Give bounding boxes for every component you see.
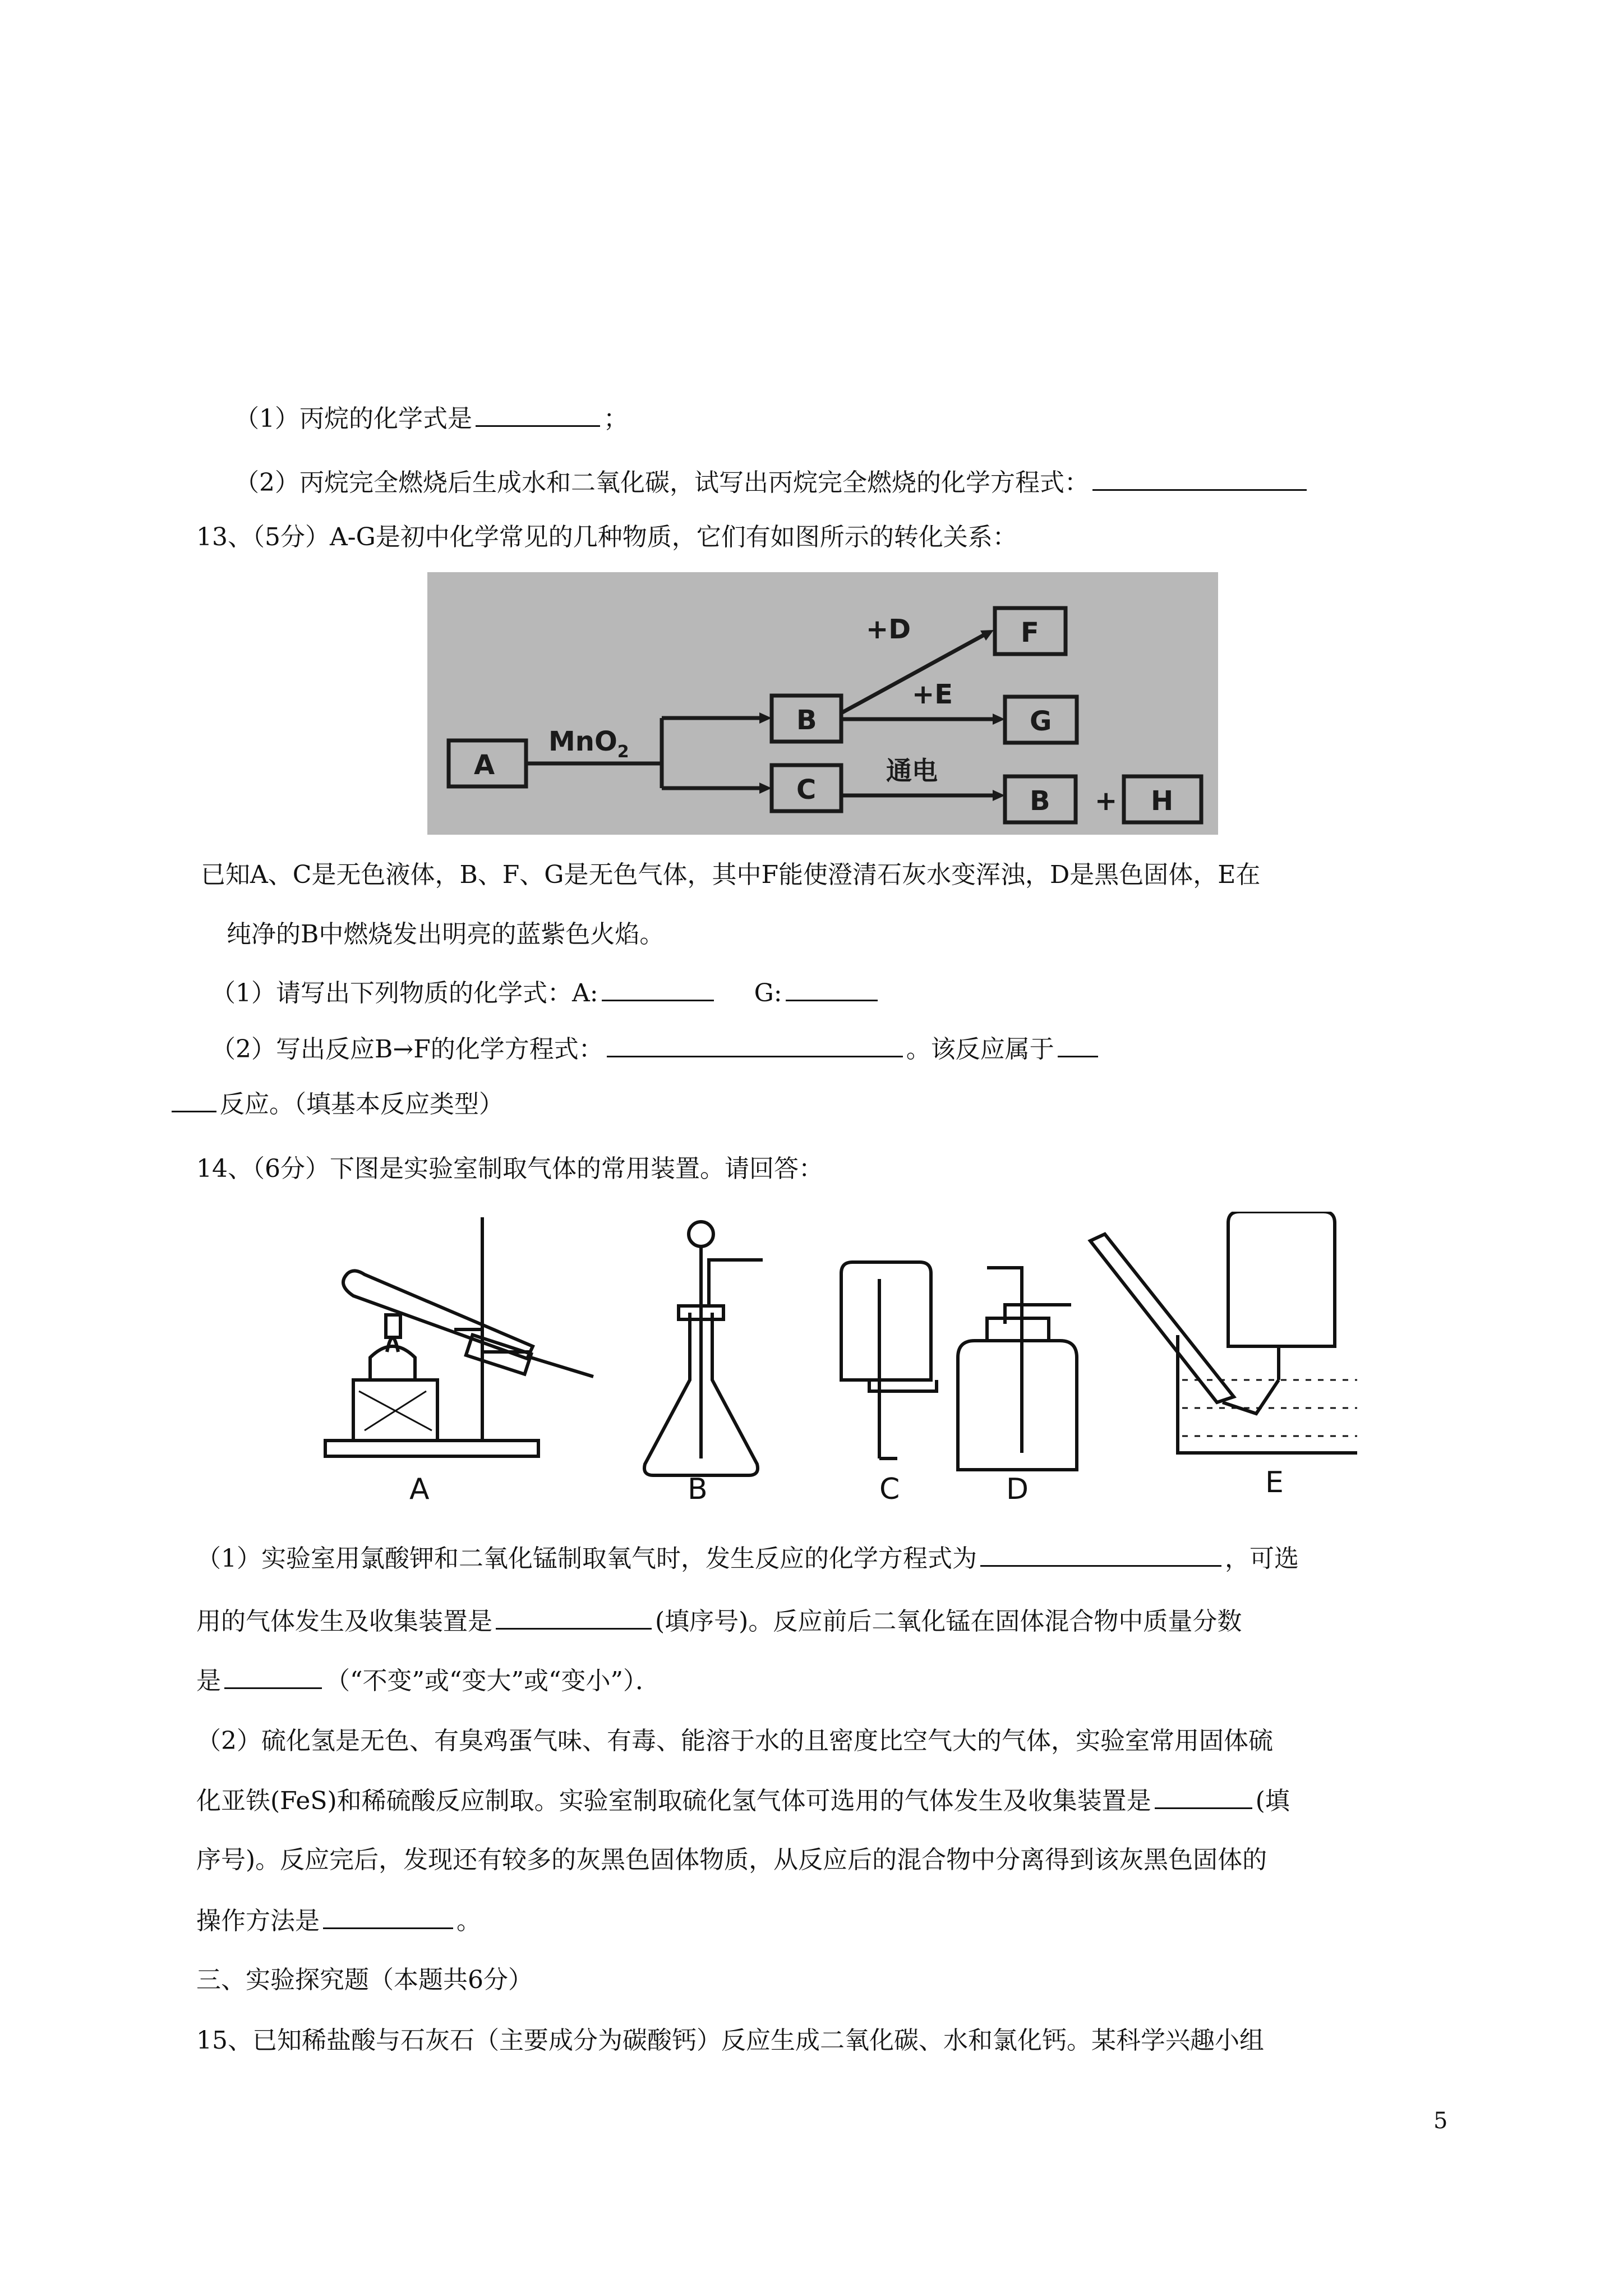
apparatus-e — [1090, 1212, 1357, 1453]
q14-part2-line4: 操作方法是 。 — [196, 1904, 481, 1938]
answer-blank-apparatus-h2s[interactable] — [1155, 1784, 1252, 1809]
apparatus-svg — [314, 1212, 1357, 1503]
answer-blank-a[interactable] — [602, 976, 714, 1001]
answer-blank-fraction[interactable] — [224, 1664, 322, 1689]
label-f: F — [1021, 617, 1039, 648]
conversion-diagram-svg — [427, 572, 1218, 835]
answer-blank-equation[interactable] — [607, 1032, 903, 1057]
label-h: H — [1151, 785, 1174, 817]
apparatus-figure — [314, 1212, 1357, 1503]
answer-blank[interactable] — [1092, 466, 1307, 491]
q13-known-1: 已知A、C是无色液体，B、F、G是无色气体，其中F能使澄清石灰水变浑浊，D是黑色固体，E在 — [201, 861, 1261, 889]
apparatus-b — [644, 1222, 763, 1475]
q13-part1: （1）请写出下列物质的化学式：A: G: — [211, 976, 881, 1010]
apparatus-c — [841, 1262, 937, 1458]
label-apparatus-c: C — [879, 1473, 900, 1503]
electrolysis-label: 通电 — [886, 756, 938, 786]
answer-blank-g[interactable] — [786, 976, 878, 1001]
apparatus-a — [325, 1217, 593, 1456]
label-g: G — [1030, 706, 1052, 737]
plus-d-label: +D — [866, 614, 911, 645]
answer-blank-apparatus-o2[interactable] — [496, 1604, 652, 1630]
answer-blank-type[interactable] — [172, 1087, 216, 1112]
answer-blank-equation-o2[interactable] — [980, 1542, 1221, 1567]
label-b: B — [796, 705, 817, 736]
q13-known-2: 纯净的B中燃烧发出明亮的蓝紫色火焰。 — [227, 920, 665, 949]
label-apparatus-a: A — [409, 1473, 430, 1503]
q14-part2-line1: （2）硫化氢是无色、有臭鸡蛋气味、有毒、能溶于水的且密度比空气大的气体，实验室常用固体硫 — [196, 1727, 1273, 1755]
q13-part2-cont: 反应。（填基本反应类型） — [172, 1087, 504, 1121]
q13-part2: （2）写出反应B→F的化学方程式： 。该反应属于 — [211, 1032, 1101, 1066]
q14-title: 14、（6分）下图是实验室制取气体的常用装置。请回答： — [196, 1154, 823, 1183]
answer-blank-type-start[interactable] — [1058, 1032, 1098, 1057]
label-c: C — [796, 774, 817, 806]
apparatus-d — [958, 1268, 1077, 1470]
q13-title: 13、（5分）A-G是初中化学常见的几种物质，它们有如图所示的转化关系： — [196, 523, 1017, 551]
q12-part1: （1）丙烷的化学式是 ； — [234, 402, 628, 436]
q14-part2-line2: 化亚铁(FeS)和稀硫酸反应制取。实验室制取硫化氢气体可选用的气体发生及收集装置是 (填 — [196, 1784, 1290, 1818]
label-apparatus-e: E — [1265, 1466, 1284, 1499]
label-apparatus-d: D — [1006, 1473, 1029, 1503]
label-apparatus-b: B — [688, 1473, 708, 1503]
label-b2: B — [1030, 785, 1050, 817]
q14-part2-line3: 序号)。反应完后，发现还有较多的灰黑色固体物质，从反应后的混合物中分离得到该灰黑色固体的 — [196, 1846, 1267, 1874]
page-number: 5 — [1433, 2108, 1448, 2134]
plus-sign: + — [1095, 785, 1118, 817]
conversion-diagram — [427, 572, 1218, 835]
answer-blank[interactable] — [476, 402, 600, 427]
catalyst-label: MnO$_2$ — [548, 726, 629, 762]
q14-part1-line1: （1）实验室用氯酸钾和二氧化锰制取氧气时，发生反应的化学方程式为 ，可选 — [196, 1542, 1299, 1576]
label-a: A — [474, 749, 495, 781]
q14-part1-line2: 用的气体发生及收集装置是 (填序号)。反应前后二氧化锰在固体混合物中质量分数 — [196, 1604, 1242, 1639]
q12-part2: （2）丙烷完全燃烧后生成水和二氧化碳，试写出丙烷完全燃烧的化学方程式： — [234, 466, 1310, 500]
plus-e-label: +E — [912, 679, 953, 710]
q15-text: 15、已知稀盐酸与石灰石（主要成分为碳酸钙）反应生成二氧化碳、水和氯化钙。某科学兴趣小组 — [196, 2026, 1264, 2055]
answer-blank-separation[interactable] — [323, 1904, 453, 1929]
q14-part1-line3: 是 （“不变”或“变大”或“变小”）． — [196, 1664, 660, 1698]
section-3-heading: 三、实验探究题（本题共6分） — [196, 1966, 533, 1994]
